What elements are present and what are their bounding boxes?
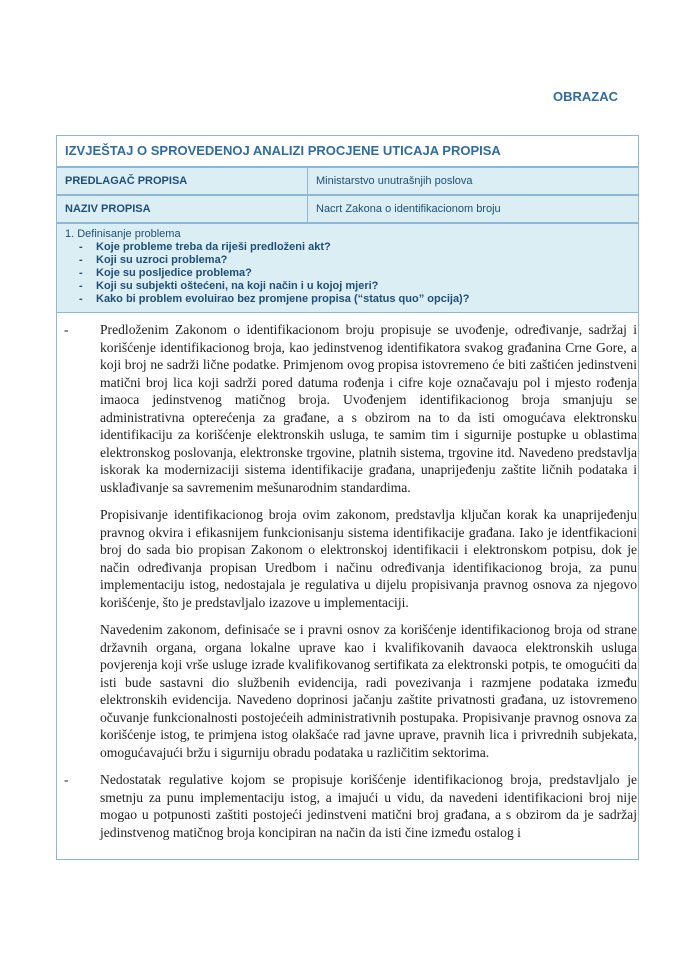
paragraph-4: - Nedostatak regulative kojom se propisuje korišćenje identifikacionog broja, predstavljalo je smetnju za punu implementaciju istog, a imajući u vidu, da navedeni identifikacioni broj nije mogao u potpunosti zaštiti postojeći jedinstveni matični broj građana, a s obzirom da je sadržaj jedinstvenog matičnog broja koncipiran na način da isti čine između ostalog i (100, 771, 637, 841)
regulation-name-value-cell (307, 196, 638, 222)
report-title: IZVJEŠTAJ O SPROVEDENOJ ANALIZI PROCJENE UTICAJA PROPISA (65, 143, 501, 158)
form-type-label: OBRAZAC (553, 89, 618, 104)
proposer-label: PREDLAGAČ PROPISA (65, 175, 188, 187)
question-item: - Kako bi problem evoluirao bez promjene propisa (“status quo” opcija)? (79, 293, 470, 305)
answer-body (100, 321, 637, 851)
regulation-name-label: NAZIV PROPISA (65, 203, 151, 215)
question-item: - Koje su posljedice problema? (79, 267, 252, 279)
regulation-name-value: Nacrt Zakona o identifikacionom broju (316, 203, 501, 215)
proposer-value-cell (307, 168, 638, 194)
question-item: - Koji su uzroci problema? (79, 254, 228, 266)
regulation-name-row (56, 195, 639, 223)
paragraph-3: Navedenim zakonom, definisaće se i pravni osnov za korišćenje identifikacionog broja od strane državnih organa, organa lokalne uprave kao i kvalifikovanih davaoca elektronskih usluga povjerenja koji vrše usluge izrade kvalifikovanog sertifikata za elektronski potpis, te omogućiti da isti bude sastavni dio službenih evidencija, radi povezivanja i razmjene podataka između elektronskih evidencija. Navedeno doprinosi jačanju zaštite privatnosti građana, uz istovremeno očuvanje funkcionalnosti postojećeih administrativnih postupaka. Propisivanje pravnog osnova za korišćenje istog, te primjena istog olakšaće rad javne uprave, pravnih lica i privrednih subjekata, omogućavajući bržu i sigurniju obradu podataka u različitim sektorima. (100, 622, 637, 760)
paragraph-1: - Predloženim Zakonom o identifikacionom broju propisuje se uvođenje, određivanje, sadržaj i korišćenje identifikacionog broja, kao jedinstvenog identifikatora svakog građanina Crne Gore, a koji broj ne sadrži lične podatke. Primjenom ovog propisa istovremeno će biti zaštićen jedinstveni matični broj lica koji sadrži pored datuma rođenja i cifre koje označavaju pol i mjesto rođenja imaoca jedinstvenog matičnog broja. Uvođenjem identifikacionog broja smanjuju se administrativna opterećenja za građane, a s obzirom na to da isti omogućava elektronsku identifikaciju za korišćenje elektronskih usluga, te samim tim i sigurnije postupke u oblastima elektronskog poslovanja, elektronske trgovine, platnih sistema, trgovine itd. Navedeno predstavlja iskorak ka modernizaciji sistema identifikacije građana, unaprijeđenju zaštite ličnih podataka i usklađivanje sa savremenim mešunarodnim standardima. (100, 321, 637, 496)
problem-definition-section (56, 223, 639, 313)
question-item: - Koje probleme treba da riješi predloženi akt? (79, 241, 331, 253)
proposer-row (56, 167, 639, 195)
proposer-value: Ministarstvo unutrašnjih poslova (316, 175, 473, 187)
report-title-row (56, 135, 639, 167)
question-list (79, 241, 469, 306)
paragraph-2: Propisivanje identifikacionog broja ovim zakonom, predstavlja ključan korak ka unaprijeđenju pravnog okvira i efikasnijem funkcionisanju sistema identifikacije građana. Iako je identfikacioni broj do sada bio propisan Zakonom o elektronskoj identifikacii i elektronskom potpisu, dok je način određivanja propisan Uredbom i načinu određivanja identifikacionog broja, za punu implementaciju istog, nedostajala je regulativa u dijelu propisivanja pravnog osnova za njegovo korišćenje, što je predstavljalo izazove u implementaciji. (100, 507, 637, 610)
section-heading: 1. Definisanje problema (65, 228, 181, 240)
question-item: - Koji su subjekti oštećeni, na koji način i u kojoj mjeri? (79, 280, 379, 292)
